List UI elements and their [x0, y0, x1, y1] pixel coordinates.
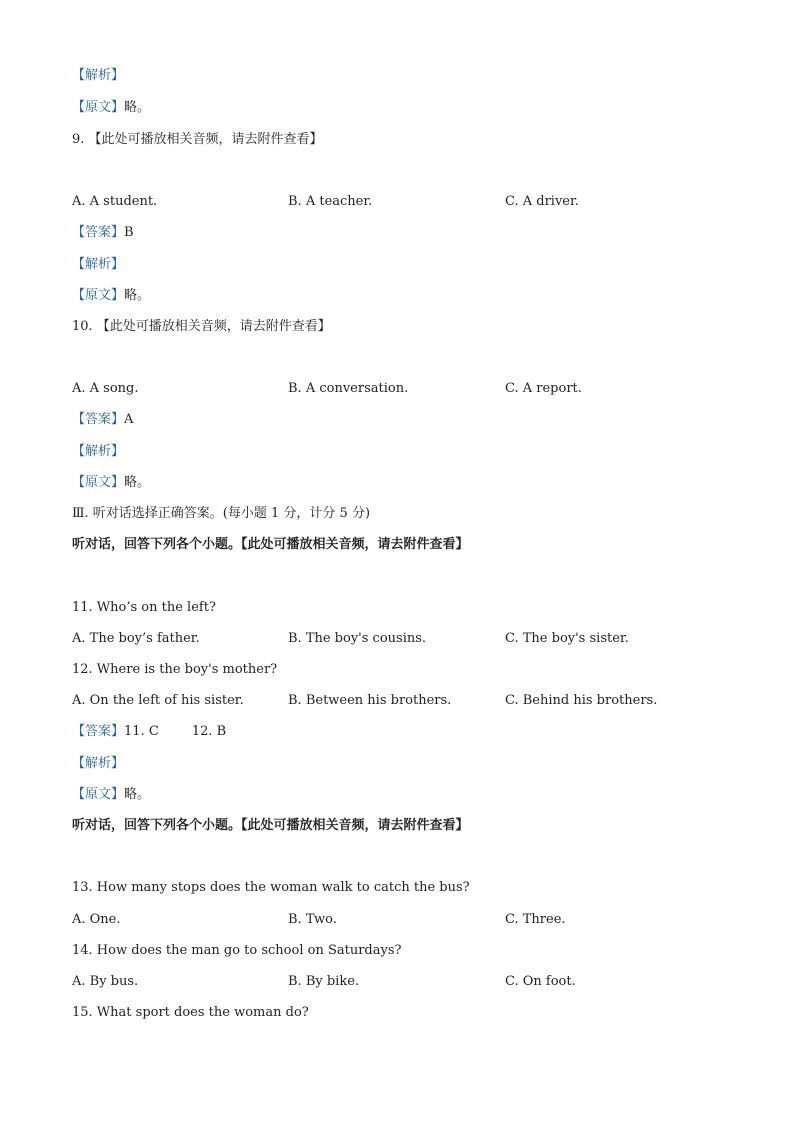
- original-row: [72, 100, 150, 116]
- original-text: 略。: [124, 288, 151, 303]
- q9-answer-row: [72, 225, 134, 241]
- q9-option-a: A. A student.: [72, 194, 158, 209]
- q13-option-c: C. Three.: [505, 912, 566, 927]
- q14-option-c: C. On foot.: [505, 974, 576, 989]
- original-row: [72, 288, 150, 304]
- original-label: 【原文】: [72, 475, 125, 490]
- q13-question: 13. How many stops does the woman walk to catch the bus?: [72, 880, 470, 895]
- original-label: 【原文】: [72, 288, 125, 303]
- q10-answer-row: [72, 412, 133, 428]
- q11-question: 11. Who’s on the left?: [72, 600, 216, 615]
- q15-question: 15. What sport does the woman do?: [72, 1005, 309, 1020]
- q11-option-a: A. The boy’s father.: [72, 631, 200, 646]
- analysis-label: 【解析】: [72, 68, 125, 83]
- answer-label: 【答案】: [72, 225, 125, 240]
- group-prompt: 听对话，回答下列各个小题。【此处可播放相关音频，请去附件查看】: [72, 818, 469, 833]
- q11-option-b: B. The boy's cousins.: [288, 631, 427, 646]
- analysis-label: 【解析】: [72, 756, 125, 771]
- q12-question: 12. Where is the boy's mother?: [72, 662, 278, 677]
- q13-option-a: A. One.: [72, 912, 121, 927]
- original-label: 【原文】: [72, 100, 125, 115]
- q12-option-a: A. On the left of his sister.: [72, 693, 244, 708]
- q14-question: 14. How does the man go to school on Saturdays?: [72, 943, 402, 958]
- q14-option-a: A. By bus.: [72, 974, 139, 989]
- q9-option-b: B. A teacher.: [288, 194, 373, 209]
- q12-option-c: C. Behind his brothers.: [505, 693, 658, 708]
- original-row: [72, 787, 150, 803]
- q11-option-c: C. The boy's sister.: [505, 631, 629, 646]
- q11-12-answers: 11. C 12. B: [124, 724, 227, 739]
- q10-answer: A: [124, 412, 134, 427]
- original-text: 略。: [124, 475, 151, 490]
- original-label: 【原文】: [72, 787, 125, 802]
- q12-option-b: B. Between his brothers.: [288, 693, 452, 708]
- q10-option-c: C. A report.: [505, 381, 582, 396]
- analysis-label: 【解析】: [72, 444, 125, 459]
- analysis-label: 【解析】: [72, 257, 125, 272]
- q9-answer: B: [124, 225, 134, 240]
- original-text: 略。: [124, 100, 151, 115]
- q9-prompt: 9. 【此处可播放相关音频，请去附件查看】: [72, 132, 323, 147]
- original-text: 略。: [124, 787, 151, 802]
- q10-option-b: B. A conversation.: [288, 381, 409, 396]
- q14-option-b: B. By bike.: [288, 974, 360, 989]
- q13-option-b: B. Two.: [288, 912, 337, 927]
- q11-12-answer-row: [72, 724, 226, 740]
- section3-title: Ⅲ. 听对话选择正确答案。(每小题 1 分，计分 5 分): [72, 506, 371, 521]
- answer-label: 【答案】: [72, 412, 125, 427]
- answer-label: 【答案】: [72, 724, 125, 739]
- group-prompt: 听对话，回答下列各个小题。【此处可播放相关音频，请去附件查看】: [72, 537, 469, 552]
- q10-prompt: 10. 【此处可播放相关音频，请去附件查看】: [72, 319, 331, 334]
- original-row: [72, 475, 150, 491]
- q9-option-c: C. A driver.: [505, 194, 579, 209]
- q10-option-a: A. A song.: [72, 381, 139, 396]
